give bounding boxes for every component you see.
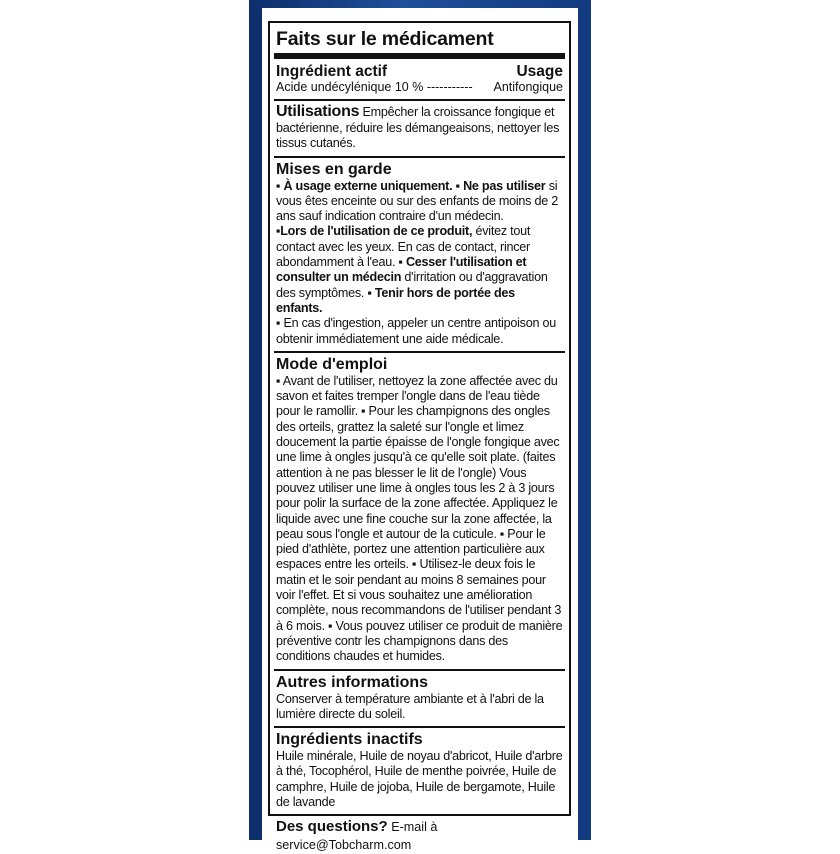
questions-contact: E-mail à service@Tobcharm.com	[276, 820, 438, 853]
active-ingredient-section	[276, 59, 563, 99]
directions-text: ▪ Avant de l'utiliser, nettoyez la zone affectée avec du savon et faites tremper l'ongle dans de l'eau tiède pour le ramollir. ▪ Pour les champignons des ongles des orteils, grattez la saleté sur l'ongle et limez doucement la partie épaisse de l'ongle fongique avec une lime à ongles jusqu'à ce qu'elle soit plate. (faites attention à ne pas blesser le lit de l'ongle) Vous pouvez utiliser une lime à ongles tous les 2 à 3 jours pour polir la surface de la zone affectée. Appliquez le liquide avec une fine couche sur la zone affectée, la peau sous l'ongle et autour de la cuticule. ▪ Pour le pied d'athlète, portez une attention particulière aux espaces entre les orteils. ▪ Utilisez-le deux fois le matin et le soir pendant au moins 8 semaines pour voir l'effet. Et si vous souhaitez une amélioration complète, nous recommandons de l'utiliser pendant 3 à 6 mois. ▪ Vous pouvez utiliser ce produit de manière préventive contr les champignons dans des conditions chaudes et humides.	[276, 373, 563, 664]
directions-section	[276, 353, 563, 669]
uses-heading: Utilisations	[276, 103, 360, 120]
inactive-ingredients-heading: Ingrédients inactifs	[276, 731, 423, 749]
active-ingredient-heading: Ingrédient actif	[276, 63, 388, 80]
inactive-ingredients-text: Huile minérale, Huile de noyau d'abricot, Huile d'arbre à thé, Tocophérol, Huile de menthe poivrée, Huile de camphre, Huile de jojoba, Huile de bergamote, Huile de lavande	[276, 749, 563, 809]
warnings-section	[276, 158, 563, 351]
warnings-heading: Mises en garde	[276, 160, 392, 178]
leader-dashes: -----------	[426, 80, 473, 94]
questions-heading: Des questions?	[276, 818, 388, 836]
directions-heading: Mode d'emploi	[276, 355, 388, 373]
active-ingredient-purpose: Antifongique	[493, 80, 563, 94]
warnings-text: ▪ À usage externe uniquement. ▪ Ne pas utiliser si vous êtes enceinte ou sur des enfants de moins de 2 ans sauf indication contraire d'un médecin. ▪Lors de l'utilisation de ce produit, évitez tout contact avec les yeux. En cas de contact, rincer abondamment à l'eau. ▪ Cesser l'utilisation et consulter un médecin d'irritation ou d'aggravation des symptômes. ▪ Tenir hors de portée des enfants. ▪ En cas d'ingestion, appeler un centre antipoison ou obtenir immédiatement une aide médicale.	[276, 178, 558, 346]
other-information-text: Conserver à température ambiante et à l'abri de la lumière directe du soleil.	[276, 691, 544, 721]
uses-section	[276, 101, 563, 156]
drug-facts-title: Faits sur le médicament	[276, 28, 494, 50]
usage-heading: Usage	[516, 63, 563, 80]
active-ingredient-name: Acide undécylénique 10 %	[276, 80, 424, 94]
other-information-section	[276, 671, 563, 727]
questions-section	[276, 816, 563, 854]
inactive-ingredients-section	[276, 728, 563, 814]
other-information-heading: Autres informations	[276, 673, 429, 691]
uses-text: Empêcher la croissance fongique et bactérienne, réduire les démangeaisons, nettoyer les tissus cutanés.	[276, 105, 560, 151]
drug-facts-box	[268, 21, 571, 853]
